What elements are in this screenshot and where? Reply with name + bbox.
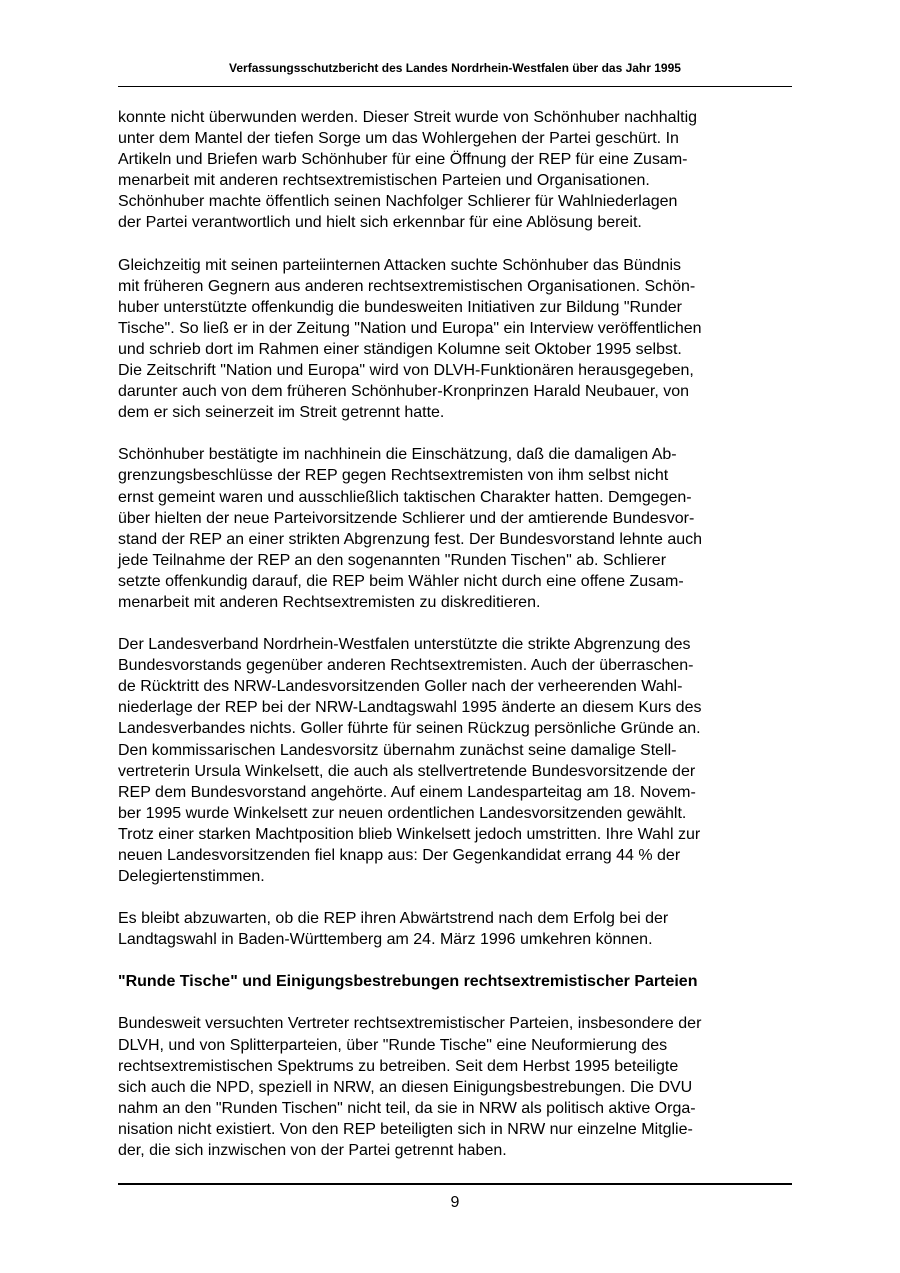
text-line: Delegiertenstimmen.: [118, 868, 265, 886]
text-line: nahm an den "Runden Tischen" nicht teil, da sie in NRW als politisch aktive Orga-: [118, 1099, 696, 1117]
text-line: neuen Landesvorsitzenden fiel knapp aus: Der Gegenkandidat errang 44 % der: [118, 847, 681, 864]
text-line: stand der REP an einer strikten Abgrenzung fest. Der Bundesvorstand lehnte auch: [118, 530, 703, 548]
paragraph-5: [118, 908, 798, 950]
text-line: unter dem Mantel der tiefen Sorge um das Wohlergehen der Partei geschürt. In: [118, 130, 679, 148]
text-line: huber unterstützte offenkundig die bundesweiten Initiativen zur Bildung "Runder: [118, 298, 682, 316]
body-text: [118, 107, 798, 1182]
text-line: ber 1995 wurde Winkelsett zur neuen ordentlichen Landesvorsitzenden gewählt.: [118, 804, 687, 822]
text-line: Es bleibt abzuwarten, ob die REP ihren Abwärtstrend nach dem Erfolg bei der: [118, 910, 669, 928]
paragraph-3: [118, 444, 798, 613]
text-line: Der Landesverband Nordrhein-Westfalen unterstützte die strikte Abgrenzung des: [118, 636, 691, 654]
header-rule: [118, 86, 792, 87]
paragraph-4: [118, 634, 798, 887]
text-line: rechtsextremistischen Spektrums zu betreiben. Seit dem Herbst 1995 beteiligte: [118, 1057, 679, 1075]
text-line: menarbeit mit anderen rechtsextremistischen Parteien und Organisationen.: [118, 172, 650, 190]
text-line: Trotz einer starken Machtposition blieb Winkelsett jedoch umstritten. Ihre Wahl zur: [118, 825, 701, 843]
text-line: mit früheren Gegnern aus anderen rechtsextremistischen Organisationen. Schön-: [118, 277, 696, 295]
text-line: über hielten der neue Parteivorsitzende Schlierer und der amtierende Bundesvor-: [118, 509, 695, 527]
text-line: darunter auch von dem früheren Schönhuber-Kronprinzen Harald Neubauer, von: [118, 383, 690, 401]
text-line: Tische". So ließ er in der Zeitung "Nation und Europa" ein Interview veröffentlichen: [118, 319, 702, 337]
text-line: grenzungsbeschlüsse der REP gegen Rechtsextremisten von ihm selbst nicht: [118, 467, 669, 485]
text-line: sich auch die NPD, speziell in NRW, an diesen Einigungsbestrebungen. Die DVU: [118, 1078, 693, 1096]
page-number: 9: [450, 1194, 460, 1211]
text-line: Schönhuber machte öffentlich seinen Nachfolger Schlierer für Wahlniederlagen: [118, 193, 678, 211]
text-line: DLVH, und von Splitterparteien, über "Runde Tische" eine Neuformierung des: [118, 1036, 668, 1054]
text-line: konnte nicht überwunden werden. Dieser Streit wurde von Schönhuber nachhaltig: [118, 109, 698, 126]
text-line: Die Zeitschrift "Nation und Europa" wird von DLVH-Funktionären herausgegeben,: [118, 362, 694, 380]
paragraph-6: [118, 1013, 798, 1161]
text-line: der, die sich inzwischen von der Partei getrennt haben.: [118, 1142, 507, 1160]
text-line: setzte offenkundig darauf, die REP beim Wähler nicht durch eine offene Zusam-: [118, 572, 684, 590]
text-line: Bundesvorstands gegenüber anderen Rechtsextremisten. Auch der überraschen-: [118, 657, 694, 675]
running-header: Verfassungsschutzbericht des Landes Nordrhein-Westfalen über das Jahr 1995: [229, 61, 681, 75]
text-line: jede Teilnahme der REP an den sogenannten "Runden Tischen" ab. Schlierer: [118, 551, 667, 569]
text-line: Den kommissarischen Landesvorsitz übernahm zunächst seine damalige Stell-: [118, 741, 677, 759]
text-line: dem er sich seinerzeit im Streit getrennt hatte.: [118, 404, 445, 422]
text-line: niederlage der REP bei der NRW-Landtagswahl 1995 änderte an diesem Kurs des: [118, 699, 702, 717]
text-line: ernst gemeint waren und ausschließlich taktischen Charakter hatten. Demgegen-: [118, 488, 692, 506]
text-line: Schönhuber bestätigte im nachhinein die Einschätzung, daß die damaligen Ab-: [118, 446, 677, 464]
text-line: de Rücktritt des NRW-Landesvorsitzenden Goller nach der verheerenden Wahl-: [118, 678, 683, 696]
text-line: Gleichzeitig mit seinen parteiinternen Attacken suchte Schönhuber das Bündnis: [118, 256, 682, 274]
paragraph-2: [118, 255, 798, 424]
text-line: nisation nicht existiert. Von den REP beteiligten sich in NRW nur einzelne Mitglie-: [118, 1120, 693, 1138]
text-line: Landtagswahl in Baden-Württemberg am 24. März 1996 umkehren können.: [118, 931, 653, 949]
paragraph-1: [118, 107, 798, 234]
text-line: REP dem Bundesvorstand angehörte. Auf einem Landesparteitag am 18. Novem-: [118, 783, 696, 801]
section-heading: "Runde Tische" und Einigungsbestrebungen rechtsextremistischer Parteien: [118, 973, 698, 991]
text-line: Landesverbandes nichts. Goller führte für seinen Rückzug persönliche Gründe an.: [118, 720, 701, 738]
text-line: Bundesweit versuchten Vertreter rechtsextremistischer Parteien, insbesondere der: [118, 1015, 702, 1033]
text-line: und schrieb dort im Rahmen einer ständigen Kolumne seit Oktober 1995 selbst.: [118, 340, 682, 358]
text-line: Artikeln und Briefen warb Schönhuber für eine Öffnung der REP für eine Zusam-: [118, 151, 688, 169]
footer-rule: [118, 1183, 792, 1185]
text-line: der Partei verantwortlich und hielt sich erkennbar für eine Ablösung bereit.: [118, 214, 642, 232]
text-line: vertreterin Ursula Winkelsett, die auch als stellvertretende Bundesvorsitzende der: [118, 762, 696, 780]
text-line: menarbeit mit anderen Rechtsextremisten zu diskreditieren.: [118, 593, 541, 611]
